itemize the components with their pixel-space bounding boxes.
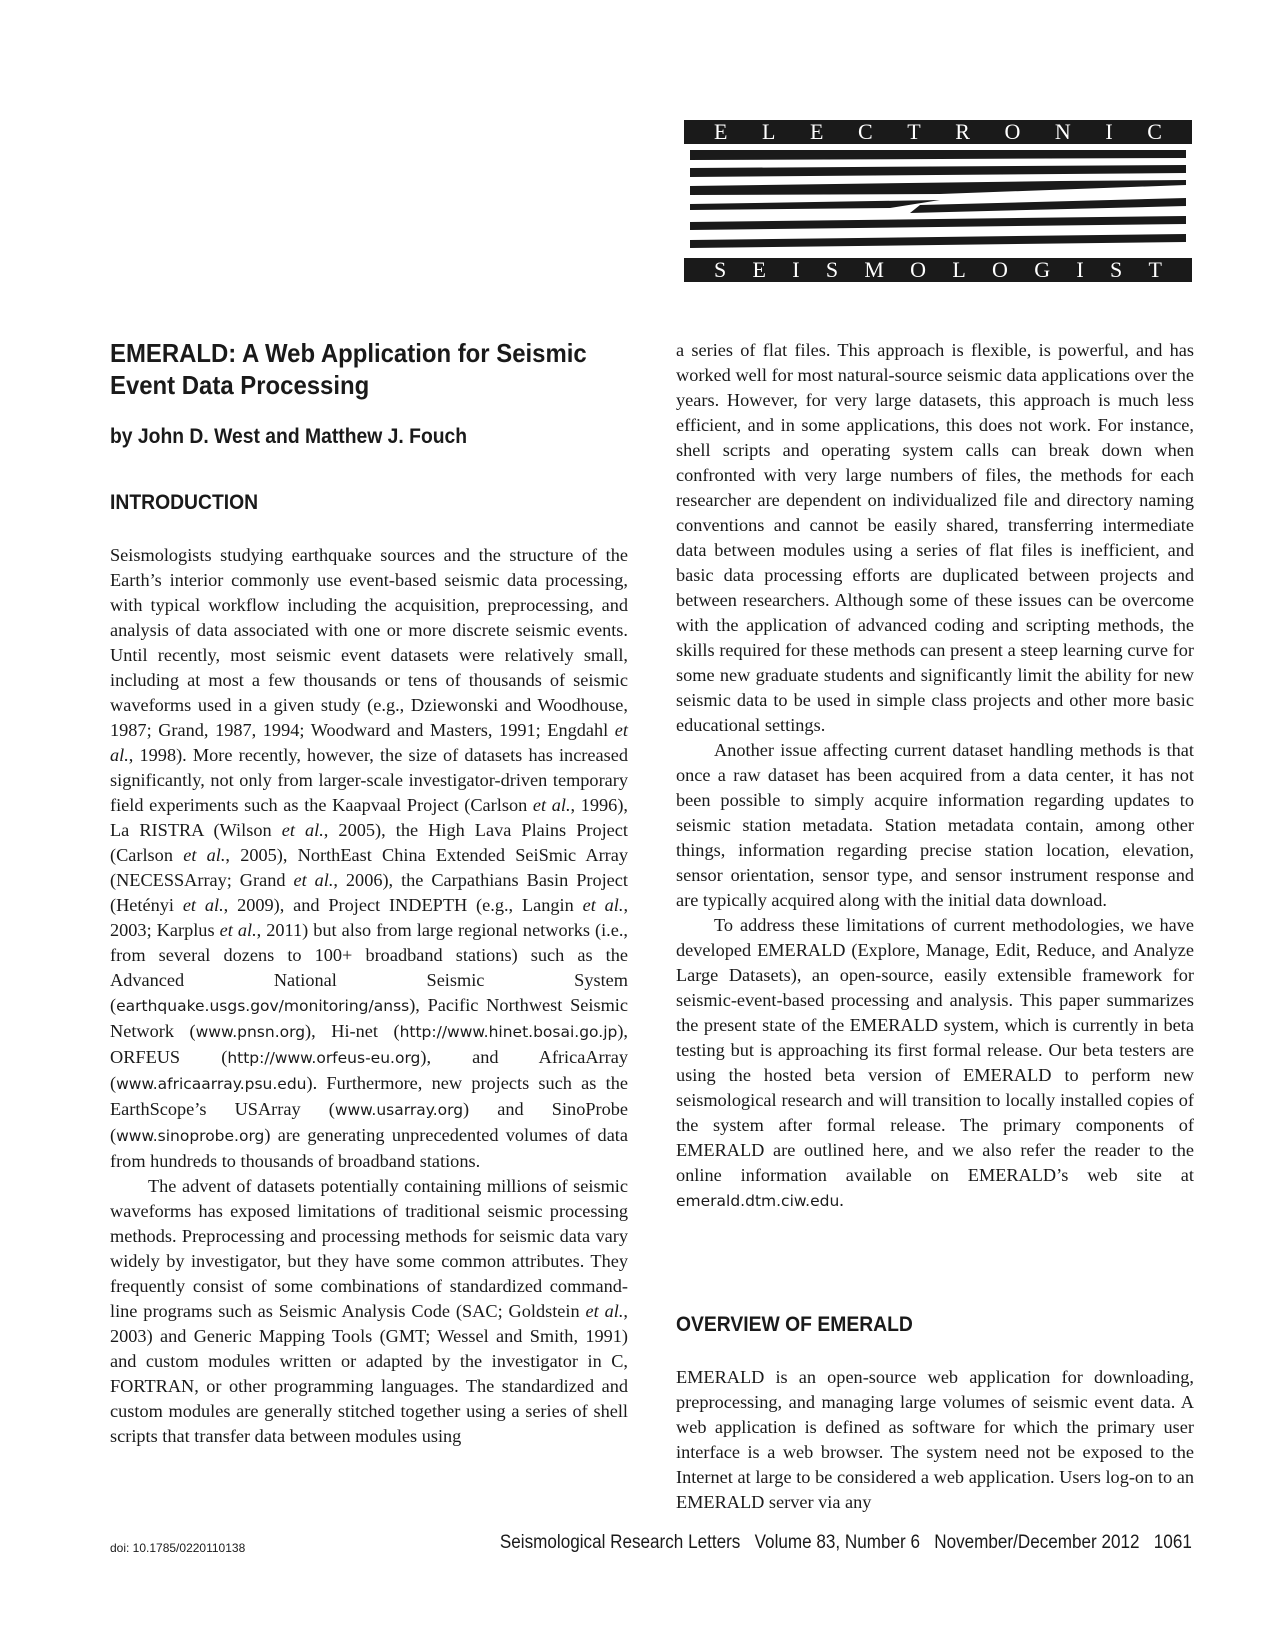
article-title: EMERALD: A Web Application for Seismic Event Data Processing <box>110 338 587 400</box>
logo-letter: C <box>858 119 873 144</box>
logo-letter: O <box>992 257 1008 282</box>
text-run: ), and AfricaArray ( <box>110 1047 628 1093</box>
electronic-seismologist-logo <box>684 120 1192 280</box>
logo-letter: C <box>1147 119 1162 144</box>
etal: et al. <box>582 895 624 915</box>
text-run: To address these limitations of current methodologies, we have developed EMERALD (Explore, Manage, Edit, Reduce, and Analyze Large Datasets), an open-source, easily extensible framework for seismic-event-based processing and analysis. This paper summarizes the present state of the EMERALD system, which is currently in beta testing but is approaching its first formal release. Our beta testers are using the hosted beta version of EMERALD to perform new seismological research and will transition to locally installed copies of the system after formal release. The primary components of EMERALD are outlined here, and we also refer the reader to the online information available on EMERALD’s web site at <box>676 915 1194 1185</box>
url-emerald[interactable]: emerald.dtm.ciw.edu <box>676 1192 840 1210</box>
text-run: , 1998). More recently, however, the size of datasets has increased significantly, not only from larger-scale investigator-driven temporary field experiments such as the Kaapvaal Project (Carlson <box>110 745 628 815</box>
logo-letter: T <box>1148 257 1162 282</box>
text-run: ), Hi-net ( <box>305 1021 400 1041</box>
etal: et al. <box>110 720 628 765</box>
footer-doi: doi: 10.1785/0220110138 <box>110 1541 246 1555</box>
logo-letter: I <box>1105 119 1113 144</box>
text-run: , 2011) but also from large regional networks (i.e., from several dozens to 100+ broadband stations) such as the Advanced National Seismic System ( <box>110 920 628 1015</box>
logo-top-bar <box>684 120 1192 144</box>
text-run: , 2006), the Carpathians Basin Project (Hetényi <box>110 870 628 915</box>
logo-letter: L <box>762 119 776 144</box>
text-run: ) and SinoProbe ( <box>110 1099 628 1145</box>
overview-paragraph-1: EMERALD is an open-source web application for downloading, preprocessing, and managing large volumes of seismic event data. A web application is defined as software for which the primary user interface is a web browser. The system need not be exposed to the Internet at large to be considered a web application. Users log-on to an EMERALD server via any <box>676 1367 1194 1512</box>
url-pnsn[interactable]: www.pnsn.org <box>195 1023 306 1041</box>
url-orfeus[interactable]: http://www.orfeus-eu.org <box>227 1049 421 1067</box>
text-run: The advent of datasets potentially containing millions of seismic waveforms has exposed limitations of traditional seismic processing methods. Preprocessing and processing methods for seismic data vary widely by investigator, but they have some common attributes. They frequently consist of some combinations of standardized command-line programs such as Seismic Analysis Code (SAC; Goldstein <box>110 1176 628 1321</box>
intro-paragraph-3: Another issue affecting current dataset handling methods is that once a raw dataset has been acquired from a data center, it has not been possible to simply acquire information regarding updates to seismic station metadata. Station metadata contain, among other things, information regarding precise station location, elevation, sensor orientation, sensor type, and sensor instrument response and are typically acquired along with the initial data download. <box>676 740 1194 910</box>
left-column-body <box>110 543 628 1449</box>
text-run: , 2009), and Project INDEPTH (e.g., Langin <box>223 895 583 915</box>
logo-letter: O <box>1004 119 1021 144</box>
right-column-body <box>676 338 1194 1214</box>
logo-letter: E <box>714 119 728 144</box>
logo-letter: G <box>1034 257 1051 282</box>
logo-letter: R <box>955 119 970 144</box>
text-run: , 2005), NorthEast China Extended SeiSmic Array (NECESSArray; Grand <box>110 845 629 890</box>
overview-body <box>676 1365 1194 1515</box>
logo-letter: S <box>1109 257 1123 282</box>
etal: et al. <box>183 845 226 865</box>
intro-paragraph-1 <box>110 543 628 1174</box>
text-run: ), Pacific Northwest Seismic Network ( <box>110 995 628 1041</box>
url-usarray[interactable]: www.usarray.org <box>334 1101 464 1119</box>
text-run: Seismologists studying earthquake sources and the structure of the Earth’s interior commonly use event-based seismic data processing, with typical workflow including the acquisition, preprocessing, and analysis of data associated with one or more discrete seismic events. Until recently, most seismic event datasets were relatively small, including at most a few thousands or tens of thousands of seismic waveforms used in a given study (e.g., Dziewonski and Woodhouse, 1987; Grand, 1987, 1994; Woodward and Masters, 1991; Engdahl <box>110 545 628 740</box>
etal: et al. <box>219 920 257 940</box>
logo-letter: S <box>825 257 839 282</box>
logo-letter: L <box>952 257 966 282</box>
etal: et al. <box>281 820 324 840</box>
etal: et al. <box>293 870 334 890</box>
logo-letter: I <box>1076 257 1084 282</box>
logo-letter: S <box>714 257 727 282</box>
logo-letter: E <box>810 119 824 144</box>
etal: et al. <box>532 795 571 815</box>
article-authors: by John D. West and Matthew J. Fouch <box>110 425 468 448</box>
text-run: ) are generating unprecedented volumes of data from hundreds to thousands of broadband stations. <box>110 1125 628 1171</box>
logo-letter: E <box>752 257 766 282</box>
logo-letter: M <box>864 257 884 282</box>
url-anss[interactable]: earthquake.usgs.gov/monitoring/anss <box>116 997 410 1015</box>
footer-journal-info: Seismological Research Letters Volume 83, Number 6 November/December 2012 1061 <box>500 1532 1192 1553</box>
logo-bottom-bar <box>684 258 1192 282</box>
logo-letter: T <box>907 119 921 144</box>
intro-paragraph-2 <box>110 1174 628 1449</box>
text-run: ), ORFEUS ( <box>110 1021 629 1067</box>
text-run: , 1996), La RISTRA (Wilson <box>110 795 628 840</box>
url-hinet[interactable]: http://www.hinet.bosai.go.jp <box>399 1023 618 1041</box>
text-run: , 2005), the High Lava Plains Project (Carlson <box>110 820 628 865</box>
logo-letter: O <box>910 257 927 282</box>
introduction-heading: INTRODUCTION <box>110 491 259 514</box>
url-africaarray[interactable]: www.africaarray.psu.edu <box>116 1075 307 1093</box>
overview-heading: OVERVIEW OF EMERALD <box>676 1313 913 1336</box>
text-run: , 2003; Karplus <box>110 895 629 940</box>
intro-paragraph-2-continued: a series of flat files. This approach is flexible, is powerful, and has worked well for most natural-source seismic data applications over the years. However, for very large datasets, this approach is much less efficient, and in some applications, this does not work. For instance, shell scripts and operating system calls can break down when confronted with very large numbers of files, the methods for each researcher are dependent on individualized file and directory naming conventions and cannot be easily shared, transferring intermediate data between modules using a series of flat files is inefficient, and basic data processing efforts are duplicated between projects and between researchers. Although some of these issues can be overcome with the application of advanced coding and scripting methods, the skills required for these methods can present a steep learning curve for some new graduate students and significantly limit the ability for new seismic data to be used in simple class projects and other more basic educational settings. <box>676 340 1194 735</box>
intro-paragraph-4 <box>676 913 1194 1214</box>
url-sinoprobe[interactable]: www.sinoprobe.org <box>116 1127 265 1145</box>
text-run: . <box>839 1190 844 1210</box>
etal: et al. <box>585 1301 624 1321</box>
logo-stripes-graphic <box>690 150 1186 254</box>
text-run: ). Furthermore, new projects such as the EarthScope’s USArray ( <box>110 1073 628 1119</box>
text-run: , 2003) and Generic Mapping Tools (GMT; Wessel and Smith, 1991) and custom modules written or adapted by the investigator in C, FORTRAN, or other programming languages. The standardized and custom modules are generally stitched together using a series of shell scripts that transfer data between modules using <box>110 1301 628 1446</box>
logo-letter: I <box>792 257 800 282</box>
logo-letter: N <box>1054 119 1071 144</box>
etal: et al. <box>182 895 224 915</box>
